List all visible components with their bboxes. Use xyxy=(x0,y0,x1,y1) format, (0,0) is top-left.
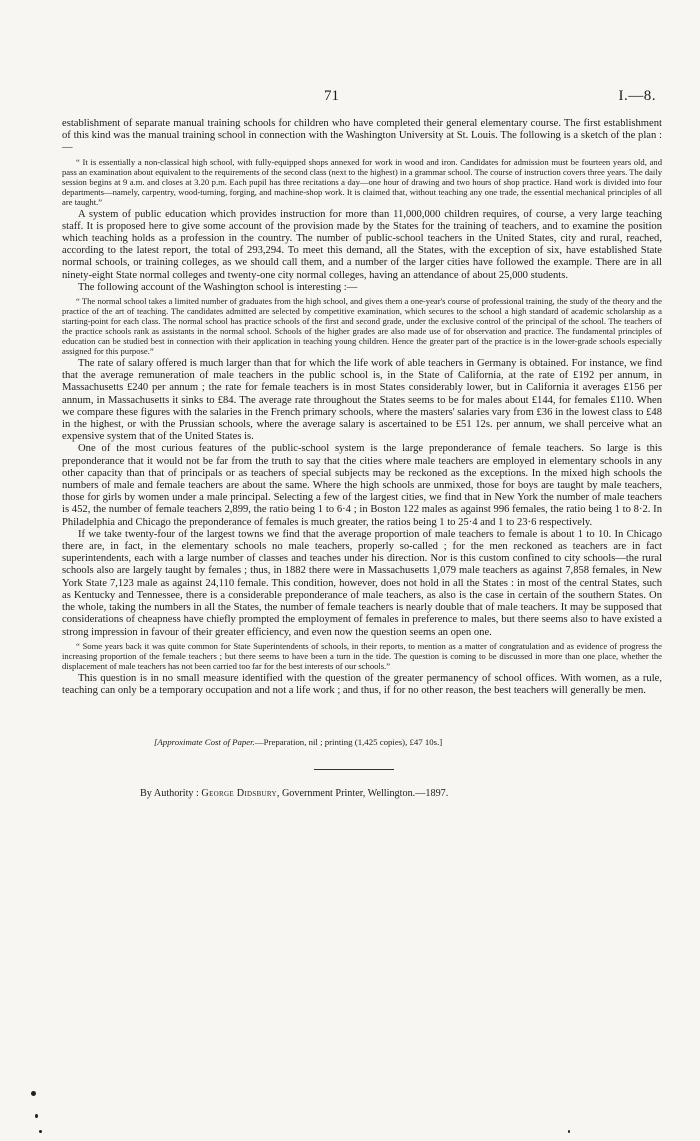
scan-speck xyxy=(568,1130,570,1133)
divider-rule xyxy=(314,769,394,770)
scan-speck xyxy=(39,1130,42,1133)
cost-note-text: —Preparation, nil ; printing (1,425 copies), £47 10s.] xyxy=(254,737,443,748)
paragraph: A system of public education which provides instruction for more than 11,000,000 children requires, of course, a very large teaching staff. It is proposed here to give some account of the provision made by the States for the training of teachers, and to examine the position which teaching holds as a profession in the country. The number of public-school teachers in the United States, city and rural, reached, according to the latest report, the total of 293,294. To meet this demand, all the States, with the exception of six, have established State normal schools, or training colleges, as we should call them, and a number of the larger cities have followed the example. There are in all ninety-eight State normal colleges and twenty-one city normal colleges, having an attendance of about 25,000 students. xyxy=(62,208,662,281)
page-number: 71 xyxy=(324,88,339,104)
scan-speck xyxy=(31,1091,36,1096)
paragraph: If we take twenty-four of the largest towns we find that the average proportion of male teachers to female is about 1 to 10. In Chicago there are, in fact, in the elementary schools no male teachers, properly so-called ; for the men reckoned as teachers are in fact superintendents, each with a large number of classes and teaches under his direction. Nor is this custom confined to city schools—the rural schools also are largely taught by females ; thus, in 1882 there were in Massachusetts 1,079 male teachers as against 7,858 females, in New York State 7,123 male as against 24,110 female. This condition, however, does not hold in all the States : in most of the central States, such as Kentucky and Tennessee, there is a considerable preponderance of male teachers, as also is the case in certain of the southern States. On the whole, taking the numbers in all the States, the number of female teachers is nearly double that of male teachers. It may be supposed that considerations of cheapness have chiefly prompted the employment of females in preference to males, but there seems also to have existed a strong impression in favour of their greater efficiency, and even now the question seems an open one. xyxy=(62,528,662,638)
block-quote: “ The normal school takes a limited number of graduates from the high school, and gives them a one-year's course of professional training, the study of the theory and the practice of the art of teaching. The candidates admitted are selected by competitive examination, which secures to the school a high standard of academic scholarship as a starting-point for each class. The normal school has practice schools of the first and second grade, under the exclusive control of the principal of the school. The teachers of the practice schools rank as assistants in the normal school. Schools of the higher grades are also made use of for observation and practice. The fundamental principles of education can be studied best in connection with their application in teaching young children. Hence the greater part of the practice is in the lower-grade schools especially assigned for this purpose.” xyxy=(62,296,662,357)
authority-suffix: , Government Printer, Wellington.—1897. xyxy=(276,788,449,800)
document-reference: I.—8. xyxy=(618,88,656,104)
scan-speck xyxy=(35,1114,38,1118)
block-quote: “ Some years back it was quite common for State Superintendents of schools, in their reports, to mention as a matter of congratulation and as evidence of progress the increasing proportion of the female teachers ; but there seems to have been a turn in the tide. The question is coming to be discussed in more than one place, whether the displacement of male teachers has not been carried too far for the best interests of our schools.” xyxy=(62,640,662,671)
paragraph: The rate of salary offered is much larger than that for which the life work of able teachers in Germany is obtained. For instance, we find that the average remuneration of male teachers in the public school is, in the State of California, at the rate of £192 per annum, in Massachusetts £240 per annum ; the rate for female teachers is in most States considerably lower, but in California it averages £156 per annum, in Massachusetts it sinks to £84. The average rate throughout the States seems to be for males about £144, for females £110. When we compare these figures with the salaries in the French primary schools, where the masters' salaries vary from £36 in the lowest class to £48 in the highest, or with the Prussian schools, where the average salary is ascertained to be £51 12s. per annum, we shall perceive what an expensive system that of the United States is. xyxy=(62,358,662,443)
document-page xyxy=(62,88,662,799)
cost-note-label: [Approximate Cost of Paper. xyxy=(154,737,255,748)
paragraph: This question is in no small measure identified with the question of the greater permanency of school offices. With women, as a rule, teaching can only be a temporary occupation and not a life work ; and thus, if for no other reason, the best teachers will generally be men. xyxy=(62,672,662,696)
printer-imprint xyxy=(140,788,662,799)
paragraph: The following account of the Washington school is interesting :— xyxy=(78,281,358,293)
body-text xyxy=(62,118,662,697)
block-quote: “ It is essentially a non-classical high school, with fully-equipped shops annexed for work in wood and iron. Candidates for admission must be fourteen years old, and pass an examination about equivalent to the requirements of the second class (next to the highest) in a grammar school. The course of instruction covers three years. The daily session begins at 9 a.m. and closes at 3.20 p.m. Each pupil has three recitations a day—one hour of drawing and two hours of shop practice. Hand work is divided into four departments—namely, carpentry, wood-turning, forging, and machine-shop work. It is claimed that, without teaching any one trade, the essential mechanical principles of all are taught.” xyxy=(62,156,662,207)
paragraph: establishment of separate manual training schools for children who have completed their general elementary course. The first establishment of this kind was the manual training school in connection with the Washington University at St. Louis. The following is a sketch of the plan :— xyxy=(62,118,662,154)
printer-name: George Didsbury xyxy=(201,788,277,800)
page-header xyxy=(62,88,662,118)
authority-prefix: By Authority : xyxy=(140,788,199,800)
paragraph: One of the most curious features of the public-school system is the large preponderance of female teachers. So large is this preponderance that it would not be far from the truth to say that the cities where male teachers are employed in elementary schools in any other capacity than that of principals or as teachers of special subjects may be reckoned as the exceptions. In the mixed high schools the numbers of male and female teachers are about the same. Where the high schools are unmixed, those for boys are taught by male teachers, those for girls by women under a male principal. Selecting a few of the largest cities, we find that in New York the number of male teachers is 452, the number of female teachers 2,899, the ratio being 1 to 6·4 ; in Boston 122 males as against 996 females, the ratio being 1 to 8·2. In Philadelphia and Chicago the preponderance of females is much greater, the ratios being 1 to 25·4 and 1 to 23·6 respectively. xyxy=(62,443,662,528)
cost-note xyxy=(154,737,662,747)
